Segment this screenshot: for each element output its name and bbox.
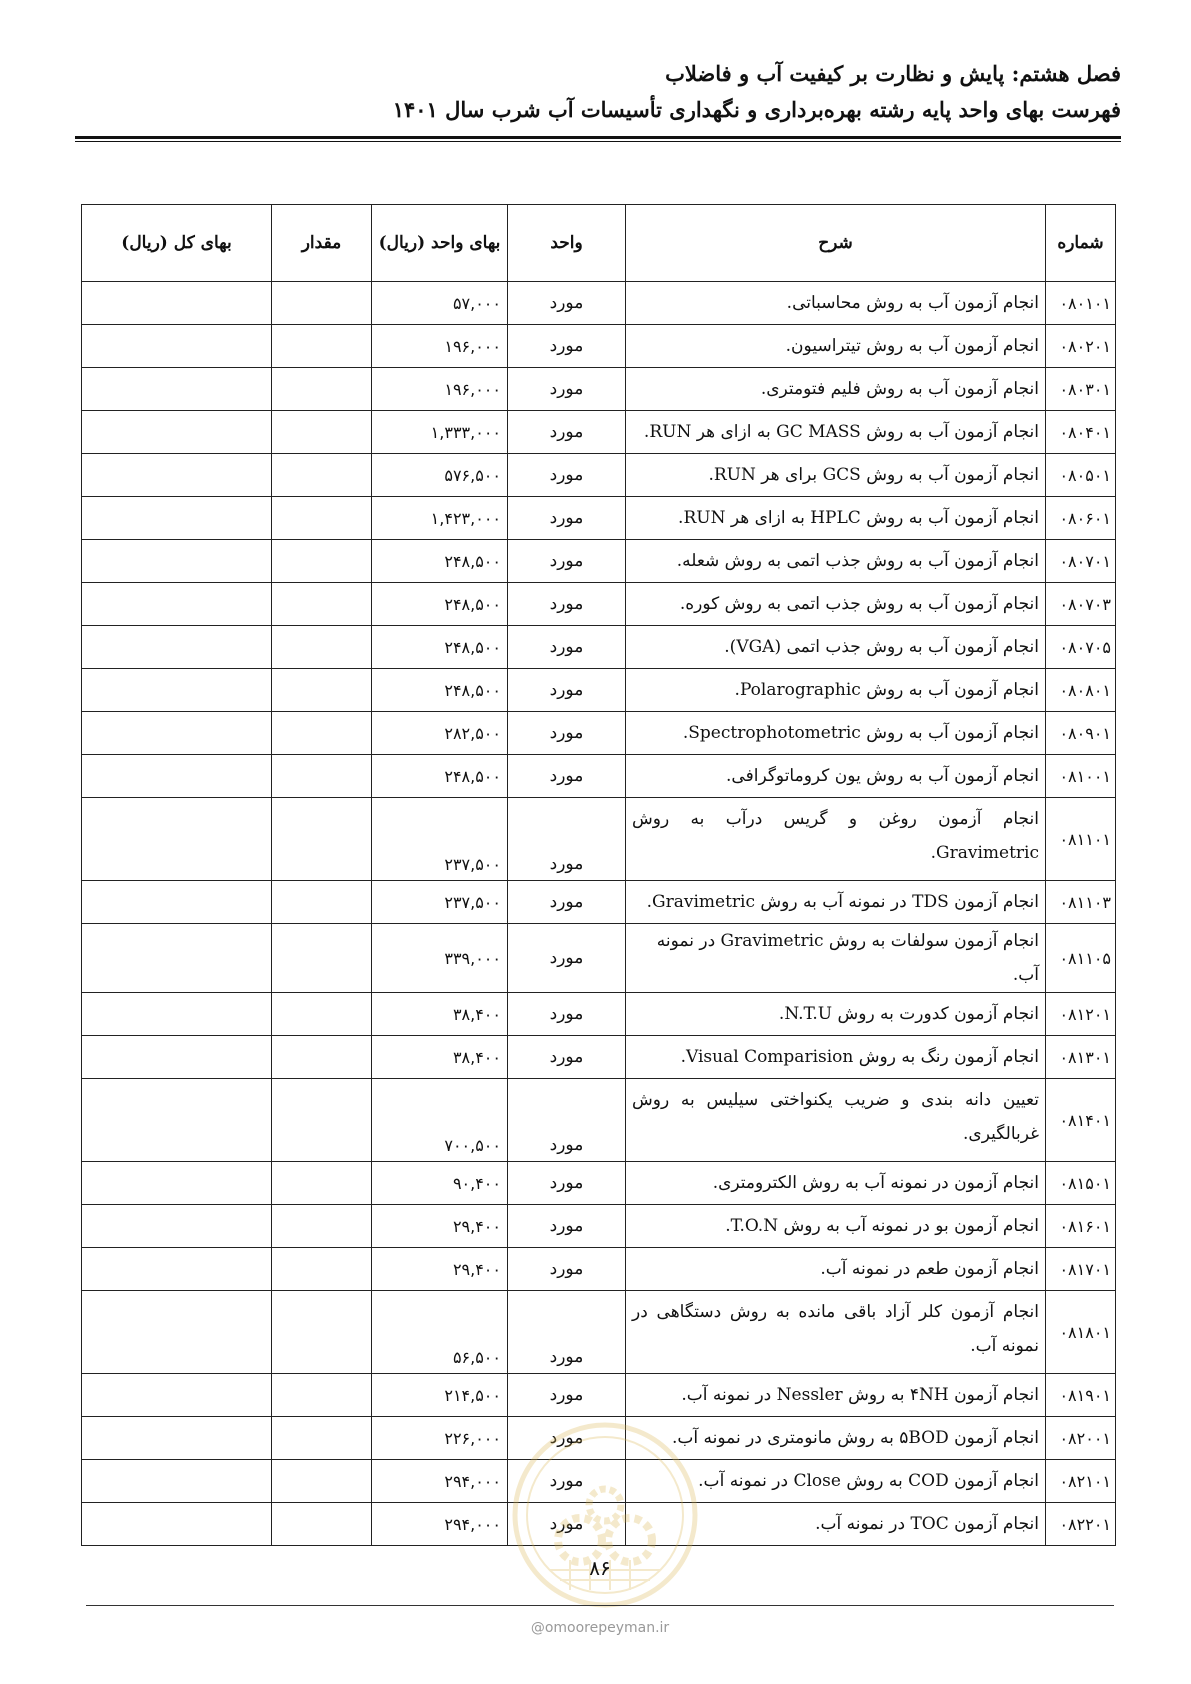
row-code: ۰۸۱۳۰۱ <box>1046 1036 1116 1079</box>
row-total-price <box>82 1374 272 1417</box>
row-description: انجام آزمون بو در نمونه آب به روش T.O.N. <box>626 1205 1046 1248</box>
row-description: انجام آزمون آب به روش جذب اتمی (VGA). <box>626 626 1046 669</box>
row-code: ۰۸۱۷۰۱ <box>1046 1248 1116 1291</box>
table-row <box>82 1079 1116 1162</box>
row-unit-price: ۲۳۷,۵۰۰ <box>372 798 508 881</box>
row-code: ۰۸۰۷۰۱ <box>1046 540 1116 583</box>
row-unit: مورد <box>508 924 626 993</box>
row-quantity <box>272 1460 372 1503</box>
footer-website: @omoorepeyman.ir <box>530 1620 670 1636</box>
row-total-price <box>82 583 272 626</box>
table-row <box>82 924 1116 993</box>
row-quantity <box>272 1503 372 1546</box>
row-unit: مورد <box>508 993 626 1036</box>
header-rule-thin <box>75 141 1121 142</box>
row-quantity <box>272 1291 372 1374</box>
row-unit: مورد <box>508 798 626 881</box>
row-quantity <box>272 1374 372 1417</box>
row-description: انجام آزمون آب به روش یون کروماتوگرافی. <box>626 755 1046 798</box>
row-description: انجام آزمون TDS در نمونه آب به روش Gravimetric. <box>626 881 1046 924</box>
table-row <box>82 1162 1116 1205</box>
row-code: ۰۸۱۰۰۱ <box>1046 755 1116 798</box>
row-total-price <box>82 1291 272 1374</box>
table-row <box>82 881 1116 924</box>
row-unit-price: ۲۳۷,۵۰۰ <box>372 881 508 924</box>
row-unit-price: ۹۰,۴۰۰ <box>372 1162 508 1205</box>
table-row <box>82 626 1116 669</box>
row-quantity <box>272 924 372 993</box>
row-unit: مورد <box>508 540 626 583</box>
row-total-price <box>82 497 272 540</box>
table-row <box>82 1374 1116 1417</box>
row-quantity <box>272 712 372 755</box>
row-quantity <box>272 1036 372 1079</box>
header-rule <box>75 136 1121 139</box>
table-row <box>82 411 1116 454</box>
row-quantity <box>272 755 372 798</box>
row-description: انجام آزمون TOC در نمونه آب. <box>626 1503 1046 1546</box>
row-unit: مورد <box>508 497 626 540</box>
row-total-price <box>82 1460 272 1503</box>
row-total-price <box>82 454 272 497</box>
row-unit-price: ۲۴۸,۵۰۰ <box>372 669 508 712</box>
header-unit-price: بهای واحد (ریال) <box>372 205 508 282</box>
table-row <box>82 540 1116 583</box>
row-description: انجام آزمون آب به روش GCS برای هر RUN. <box>626 454 1046 497</box>
row-quantity <box>272 798 372 881</box>
row-unit-price: ۲۴۸,۵۰۰ <box>372 583 508 626</box>
row-unit: مورد <box>508 1503 626 1546</box>
table-row <box>82 325 1116 368</box>
header-quantity: مقدار <box>272 205 372 282</box>
table-row <box>82 368 1116 411</box>
table-body <box>82 282 1116 1546</box>
row-code: ۰۸۰۷۰۵ <box>1046 626 1116 669</box>
table-row <box>82 497 1116 540</box>
row-code: ۰۸۰۱۰۱ <box>1046 282 1116 325</box>
row-total-price <box>82 1079 272 1162</box>
table-row <box>82 1036 1116 1079</box>
row-unit: مورد <box>508 712 626 755</box>
chapter-title: فصل هشتم: پایش و نظارت بر کیفیت آب و فاضلاب <box>665 61 1121 86</box>
row-quantity <box>272 1162 372 1205</box>
row-total-price <box>82 282 272 325</box>
row-quantity <box>272 1248 372 1291</box>
row-unit: مورد <box>508 1291 626 1374</box>
row-description: انجام آزمون ۵BOD به روش مانومتری در نمونه آب. <box>626 1417 1046 1460</box>
row-code: ۰۸۰۷۰۳ <box>1046 583 1116 626</box>
row-total-price <box>82 798 272 881</box>
row-code: ۰۸۰۸۰۱ <box>1046 669 1116 712</box>
row-unit-price: ۲۴۸,۵۰۰ <box>372 540 508 583</box>
row-unit: مورد <box>508 1460 626 1503</box>
row-code: ۰۸۲۲۰۱ <box>1046 1503 1116 1546</box>
row-code: ۰۸۰۵۰۱ <box>1046 454 1116 497</box>
row-unit: مورد <box>508 411 626 454</box>
row-unit: مورد <box>508 1079 626 1162</box>
row-code: ۰۸۱۹۰۱ <box>1046 1374 1116 1417</box>
page-header <box>75 56 1121 128</box>
table-row <box>82 712 1116 755</box>
row-unit-price: ۵۷۶,۵۰۰ <box>372 454 508 497</box>
row-description: انجام آزمون آب به روش جذب اتمی به روش کوره. <box>626 583 1046 626</box>
table-row <box>82 669 1116 712</box>
row-unit-price: ۷۰۰,۵۰۰ <box>372 1079 508 1162</box>
table-row <box>82 798 1116 881</box>
row-unit-price: ۵۶,۵۰۰ <box>372 1291 508 1374</box>
row-unit: مورد <box>508 1248 626 1291</box>
row-total-price <box>82 1162 272 1205</box>
table-row <box>82 1248 1116 1291</box>
row-quantity <box>272 1417 372 1460</box>
row-total-price <box>82 669 272 712</box>
row-total-price <box>82 1248 272 1291</box>
row-unit: مورد <box>508 881 626 924</box>
table-row <box>82 993 1116 1036</box>
row-total-price <box>82 540 272 583</box>
row-code: ۰۸۱۶۰۱ <box>1046 1205 1116 1248</box>
row-unit-price: ۱۹۶,۰۰۰ <box>372 368 508 411</box>
row-quantity <box>272 282 372 325</box>
row-unit: مورد <box>508 1417 626 1460</box>
table-header-row <box>82 205 1116 282</box>
row-quantity <box>272 540 372 583</box>
row-description: انجام آزمون در نمونه آب به روش الکترومتری. <box>626 1162 1046 1205</box>
row-quantity <box>272 1079 372 1162</box>
row-unit-price: ۲۹۴,۰۰۰ <box>372 1460 508 1503</box>
row-code: ۰۸۲۱۰۱ <box>1046 1460 1116 1503</box>
row-unit-price: ۲۴۸,۵۰۰ <box>372 755 508 798</box>
row-unit: مورد <box>508 1205 626 1248</box>
table-row <box>82 454 1116 497</box>
row-unit-price: ۲۹,۴۰۰ <box>372 1248 508 1291</box>
footer-rule <box>86 1605 1114 1606</box>
row-description: انجام آزمون آب به روش جذب اتمی به روش شعله. <box>626 540 1046 583</box>
row-total-price <box>82 325 272 368</box>
table-row <box>82 755 1116 798</box>
price-table <box>81 204 1116 1546</box>
row-quantity <box>272 993 372 1036</box>
row-total-price <box>82 1417 272 1460</box>
row-code: ۰۸۰۶۰۱ <box>1046 497 1116 540</box>
table-row <box>82 282 1116 325</box>
row-quantity <box>272 325 372 368</box>
row-unit-price: ۲۱۴,۵۰۰ <box>372 1374 508 1417</box>
row-description: انجام آزمون COD به روش Close در نمونه آب. <box>626 1460 1046 1503</box>
row-description: انجام آزمون آب به روش محاسباتی. <box>626 282 1046 325</box>
row-unit: مورد <box>508 282 626 325</box>
row-description: انجام آزمون کدورت به روش N.T.U. <box>626 993 1046 1036</box>
row-unit: مورد <box>508 583 626 626</box>
row-quantity <box>272 497 372 540</box>
header-unit: واحد <box>508 205 626 282</box>
row-unit-price: ۳۳۹,۰۰۰ <box>372 924 508 993</box>
row-unit: مورد <box>508 1036 626 1079</box>
row-description: انجام آزمون کلر آزاد باقی مانده به روش دستگاهی در نمونه آب. <box>626 1291 1046 1374</box>
row-total-price <box>82 411 272 454</box>
row-unit: مورد <box>508 368 626 411</box>
table-row <box>82 1205 1116 1248</box>
row-unit-price: ۱,۳۳۳,۰۰۰ <box>372 411 508 454</box>
row-quantity <box>272 368 372 411</box>
row-quantity <box>272 881 372 924</box>
row-unit-price: ۲۴۸,۵۰۰ <box>372 626 508 669</box>
table-row <box>82 583 1116 626</box>
row-unit-price: ۲۲۶,۰۰۰ <box>372 1417 508 1460</box>
row-unit-price: ۵۷,۰۰۰ <box>372 282 508 325</box>
row-unit: مورد <box>508 454 626 497</box>
row-code: ۰۸۰۹۰۱ <box>1046 712 1116 755</box>
row-quantity <box>272 454 372 497</box>
row-unit-price: ۱۹۶,۰۰۰ <box>372 325 508 368</box>
row-description: انجام آزمون آب به روش GC MASS به ازای هر RUN. <box>626 411 1046 454</box>
row-quantity <box>272 583 372 626</box>
row-code: ۰۸۱۱۰۱ <box>1046 798 1116 881</box>
row-code: ۰۸۱۱۰۳ <box>1046 881 1116 924</box>
row-unit-price: ۳۸,۴۰۰ <box>372 1036 508 1079</box>
gear-seal-logo-icon <box>510 1420 700 1610</box>
row-description: انجام آزمون آب به روش فلیم فتومتری. <box>626 368 1046 411</box>
row-code: ۰۸۰۳۰۱ <box>1046 368 1116 411</box>
row-description: انجام آزمون آب به روش HPLC به ازای هر RUN. <box>626 497 1046 540</box>
row-unit: مورد <box>508 1162 626 1205</box>
row-total-price <box>82 368 272 411</box>
row-description: انجام آزمون ۴NH به روش Nessler در نمونه آب. <box>626 1374 1046 1417</box>
row-unit: مورد <box>508 669 626 712</box>
row-code: ۰۸۱۸۰۱ <box>1046 1291 1116 1374</box>
row-total-price <box>82 755 272 798</box>
row-total-price <box>82 626 272 669</box>
row-total-price <box>82 712 272 755</box>
header-total-price: بهای کل (ریال) <box>82 205 272 282</box>
row-unit-price: ۳۸,۴۰۰ <box>372 993 508 1036</box>
row-quantity <box>272 626 372 669</box>
page-number: ۸۶ <box>589 1556 611 1580</box>
row-total-price <box>82 881 272 924</box>
row-code: ۰۸۱۵۰۱ <box>1046 1162 1116 1205</box>
row-code: ۰۸۰۴۰۱ <box>1046 411 1116 454</box>
row-unit: مورد <box>508 626 626 669</box>
row-description: انجام آزمون رنگ به روش Visual Comparision. <box>626 1036 1046 1079</box>
row-total-price <box>82 1036 272 1079</box>
header-description: شرح <box>626 205 1046 282</box>
row-description: انجام آزمون روغن و گریس درآب به روش Gravimetric. <box>626 798 1046 881</box>
row-description: انجام آزمون آب به روش تیتراسیون. <box>626 325 1046 368</box>
row-total-price <box>82 1205 272 1248</box>
row-code: ۰۸۲۰۰۱ <box>1046 1417 1116 1460</box>
row-quantity <box>272 669 372 712</box>
row-description: انجام آزمون آب به روش Spectrophotometric. <box>626 712 1046 755</box>
row-total-price <box>82 993 272 1036</box>
row-unit: مورد <box>508 755 626 798</box>
row-description: انجام آزمون سولفات به روش Gravimetric در نمونه آب. <box>626 924 1046 993</box>
row-code: ۰۸۱۴۰۱ <box>1046 1079 1116 1162</box>
row-description: انجام آزمون آب به روش Polarographic. <box>626 669 1046 712</box>
table-row <box>82 1291 1116 1374</box>
row-quantity <box>272 1205 372 1248</box>
row-unit: مورد <box>508 325 626 368</box>
row-unit-price: ۲۹,۴۰۰ <box>372 1205 508 1248</box>
row-code: ۰۸۱۲۰۱ <box>1046 993 1116 1036</box>
row-total-price <box>82 924 272 993</box>
row-description: انجام آزمون طعم در نمونه آب. <box>626 1248 1046 1291</box>
row-code: ۰۸۰۲۰۱ <box>1046 325 1116 368</box>
header-code: شماره <box>1046 205 1116 282</box>
row-unit-price: ۱,۴۲۳,۰۰۰ <box>372 497 508 540</box>
row-total-price <box>82 1503 272 1546</box>
row-quantity <box>272 411 372 454</box>
row-description: تعیین دانه بندی و ضریب یکنواختی سیلیس به روش غربالگیری. <box>626 1079 1046 1162</box>
row-unit: مورد <box>508 1374 626 1417</box>
price-list-title: فهرست بهای واحد پایه رشته بهره‌برداری و نگهداری تأسیسات آب شرب سال ۱۴۰۱ <box>392 97 1121 122</box>
row-code: ۰۸۱۱۰۵ <box>1046 924 1116 993</box>
row-unit-price: ۲۹۴,۰۰۰ <box>372 1503 508 1546</box>
row-unit-price: ۲۸۲,۵۰۰ <box>372 712 508 755</box>
